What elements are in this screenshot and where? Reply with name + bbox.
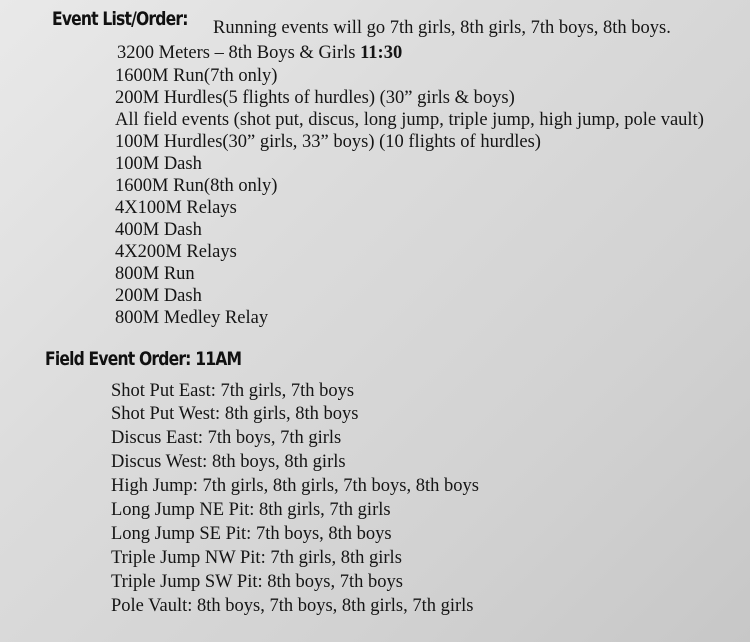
field-item: Shot Put East: 7th girls, 7th boys bbox=[111, 381, 355, 401]
field-item: Shot Put West: 8th girls, 8th boys bbox=[111, 404, 359, 424]
field-item: Discus East: 7th boys, 7th girls bbox=[111, 428, 342, 448]
event-item: All field events (shot put, discus, long jump, triple jump, high jump, pole vault) bbox=[115, 110, 704, 130]
field-item: Long Jump NE Pit: 8th girls, 7th girls bbox=[111, 500, 391, 520]
field-item: Triple Jump NW Pit: 7th girls, 8th girls bbox=[111, 548, 402, 568]
field-item: Discus West: 8th boys, 8th girls bbox=[111, 452, 346, 472]
event-item: 400M Dash bbox=[115, 220, 202, 240]
field-item: Triple Jump SW Pit: 8th boys, 7th boys bbox=[111, 572, 403, 592]
event-item: 200M Hurdles(5 flights of hurdles) (30” girls & boys) bbox=[115, 88, 515, 108]
event-list-intro: Running events will go 7th girls, 8th girls, 7th boys, 8th boys. bbox=[213, 18, 671, 38]
field-item: Pole Vault: 8th boys, 7th boys, 8th girls, 7th girls bbox=[111, 596, 474, 616]
event-item bbox=[117, 43, 402, 64]
event-item: 800M Run bbox=[115, 264, 195, 284]
event-item: 100M Hurdles(30” girls, 33” boys) (10 flights of hurdles) bbox=[115, 132, 541, 152]
event-item: 4X100M Relays bbox=[115, 198, 237, 218]
event-item: 1600M Run(8th only) bbox=[115, 176, 278, 196]
field-item: High Jump: 7th girls, 8th girls, 7th boys, 8th boys bbox=[111, 476, 479, 496]
event-item-text: 3200 Meters – 8th Boys & Girls bbox=[117, 43, 361, 63]
event-item: 100M Dash bbox=[115, 154, 202, 174]
event-item: 200M Dash bbox=[115, 286, 202, 306]
event-item: 1600M Run(7th only) bbox=[115, 66, 278, 86]
event-item-time: 11:30 bbox=[360, 43, 403, 63]
event-item: 4X200M Relays bbox=[115, 242, 237, 262]
field-item: Long Jump SE Pit: 7th boys, 8th boys bbox=[111, 524, 392, 544]
field-order-heading: Field Event Order: 11AM bbox=[45, 348, 242, 370]
event-list-heading: Event List/Order: bbox=[52, 8, 188, 30]
event-item: 800M Medley Relay bbox=[115, 308, 269, 328]
